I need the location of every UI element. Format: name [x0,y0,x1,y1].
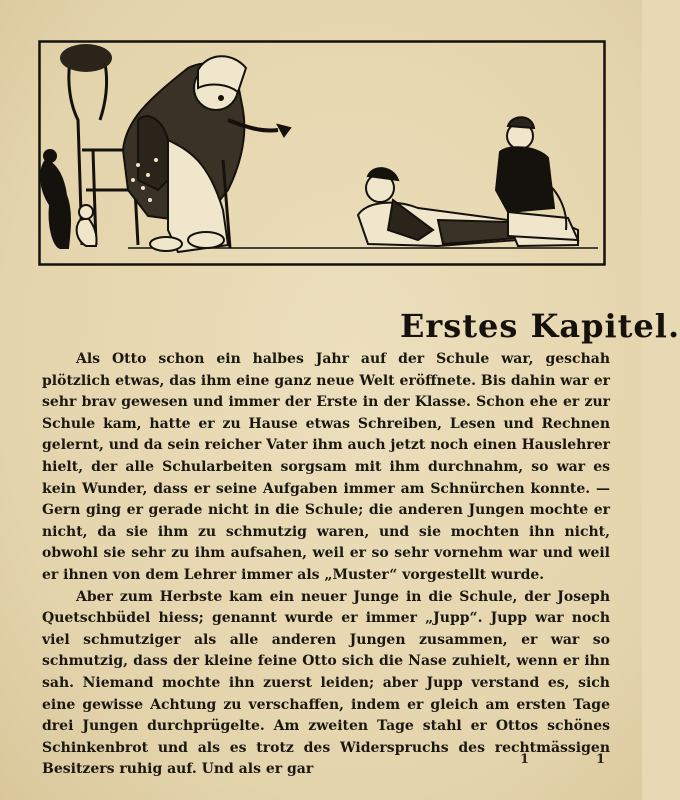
boy-sitting [496,117,578,240]
cats [41,150,96,248]
page-number: 1 [520,752,530,767]
paragraph-1: Als Otto schon ein halbes Jahr auf der Schule war, geschah plötzlich etwas, das ihm eine ganz neue Welt eröffnete. Bis dahin war er sehr brav gewesen und immer der Erste in der Klasse. Schon ehe er zur Schule kam, hatte er zu Hause etwas Schreiben, Lesen und Rechnen gelernt, und da sein reicher Vater ihm auch jetzt noch einen Hauslehrer hielt, der alle Schularbeiten sorgsam mit ihm durchnahm, so war es kein Wunder, dass er seine Aufgaben immer am Schnürchen konnte. — Gern ging er gerade nicht in die Schule; die anderen Jungen mochte er nicht, da sie ihm zu schmutzig waren, und sie mochten ihn nicht, obwohl sie sehr zu ihm aufsahen, weil er so sehr vornehm war und weil er ihnen von dem Lehrer immer als „Muster“ vorgestellt wurde. [42,351,610,583]
paragraph-2: Aber zum Herbste kam ein neuer Junge in die Schule, der Joseph Quetschbüdel hiess; genannt wurde er immer „Jupp“. Jupp war noch viel schmutziger als alle anderen Jungen zusammen, er war so schmutzig, dass der kleine feine Otto sich die Nase zuhielt, wenn er ihn sah. Niemand mochte ihn zuerst leiden; aber Jupp verstand es, sich eine gewisse Achtung zu verschaffen, indem er gleich am ersten Tage drei Jungen durchprügelte. Am zweiten Tage stahl er Ottos schönes Schinkenbrot und als es trotz des Widerspruchs des rechtmässigen Besitzers ruhig auf. Und als er gar [42,588,610,778]
body-text [42,349,610,781]
chapter-illustration [38,40,606,266]
page-number-corner: 1 [596,752,606,767]
chapter-title: Erstes Kapitel. [400,307,680,345]
old-woman [123,56,290,252]
